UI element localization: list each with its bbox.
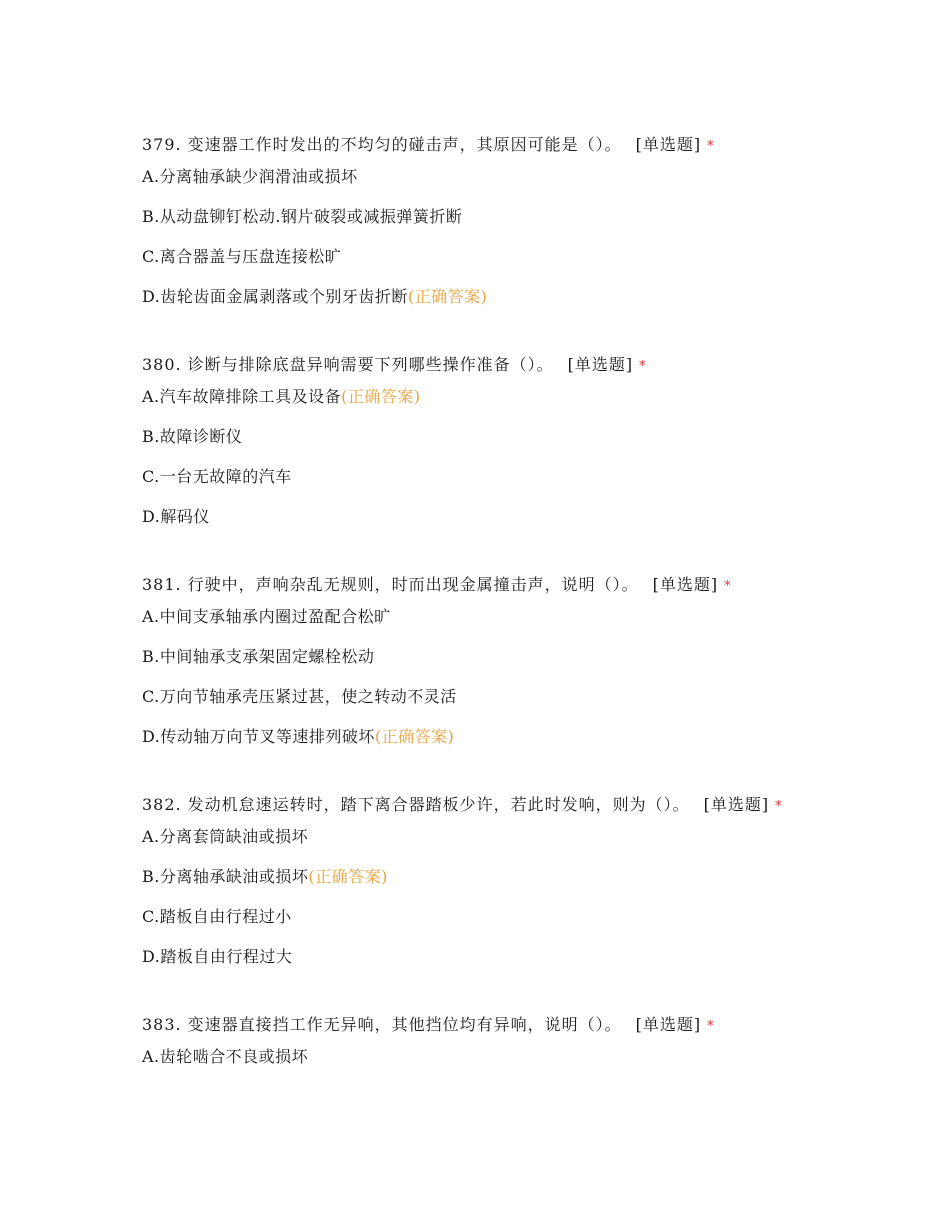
option-text: D.齿轮齿面金属剥落或个别牙齿折断 — [142, 287, 408, 306]
option-d — [142, 726, 810, 748]
option-a — [142, 1046, 810, 1068]
question-text: 行驶中，声响杂乱无规则，时而出现金属撞击声，说明（）。 — [187, 575, 639, 594]
option-list — [142, 606, 810, 748]
option-text: A.汽车故障排除工具及设备 — [142, 387, 342, 406]
option-b — [142, 866, 810, 888]
question-type: [单选题] — [567, 355, 634, 374]
option-b — [142, 426, 810, 448]
option-text: C.踏板自由行程过小 — [142, 907, 292, 926]
option-d — [142, 506, 810, 528]
option-c — [142, 686, 810, 708]
option-text: D.传动轴万向节叉等速排列破坏 — [142, 727, 375, 746]
option-text: A.中间支承轴承内圈过盈配合松旷 — [142, 607, 391, 626]
question-number: 382. — [142, 795, 182, 814]
required-mark: * — [775, 799, 783, 814]
question-text: 变速器直接挡工作无异响，其他挡位均有异响，说明（）。 — [187, 1015, 622, 1034]
option-text: B.中间轴承支承架固定螺栓松动 — [142, 647, 375, 666]
question-stem — [142, 1014, 810, 1038]
correct-answer-tag: (正确答案) — [374, 727, 455, 746]
question-stem — [142, 794, 810, 818]
option-a — [142, 606, 810, 628]
option-text: B.故障诊断仪 — [142, 427, 243, 446]
option-text: C.一台无故障的汽车 — [142, 467, 292, 486]
option-text: A.分离轴承缺少润滑油或损坏 — [142, 167, 358, 186]
question-number: 379. — [142, 135, 182, 154]
question-number: 380. — [142, 355, 182, 374]
question-379 — [142, 134, 810, 308]
question-number: 381. — [142, 575, 182, 594]
required-mark: * — [639, 359, 647, 374]
option-c — [142, 906, 810, 928]
question-stem — [142, 354, 810, 378]
question-type: [单选题] — [635, 135, 702, 154]
correct-answer-tag: (正确答案) — [341, 387, 421, 406]
question-text: 发动机怠速运转时，踏下离合器踏板少许，若此时发响，则为（）。 — [187, 795, 690, 814]
option-text: D.解码仪 — [142, 507, 210, 526]
question-list — [142, 134, 810, 1114]
option-text: C.离合器盖与压盘连接松旷 — [142, 247, 342, 266]
correct-answer-tag: (正确答案) — [407, 287, 488, 306]
correct-answer-tag: (正确答案) — [308, 867, 388, 886]
option-a — [142, 386, 810, 408]
question-stem — [142, 134, 810, 158]
option-list — [142, 826, 810, 968]
question-380 — [142, 354, 810, 528]
question-text: 变速器工作时发出的不均匀的碰击声，其原因可能是（）。 — [187, 135, 622, 154]
option-text: B.从动盘铆钉松动.钢片破裂或减振弹簧折断 — [142, 207, 463, 226]
option-d — [142, 946, 810, 968]
required-mark: * — [724, 579, 732, 594]
option-list — [142, 386, 810, 528]
option-text: C.万向节轴承壳压紧过甚，使之转动不灵活 — [142, 687, 457, 706]
option-b — [142, 206, 810, 228]
required-mark: * — [707, 139, 715, 154]
option-text: D.踏板自由行程过大 — [142, 947, 293, 966]
question-382 — [142, 794, 810, 968]
option-a — [142, 166, 810, 188]
question-381 — [142, 574, 810, 748]
question-383 — [142, 1014, 810, 1068]
option-list — [142, 1046, 810, 1068]
question-type: [单选题] — [635, 1015, 702, 1034]
option-list — [142, 166, 810, 308]
option-c — [142, 246, 810, 268]
required-mark: * — [707, 1019, 715, 1034]
question-type: [单选题] — [652, 575, 719, 594]
option-text: A.齿轮啮合不良或损坏 — [142, 1047, 309, 1066]
option-a — [142, 826, 810, 848]
option-text: B.分离轴承缺油或损坏 — [142, 867, 309, 886]
question-type: [单选题] — [703, 795, 770, 814]
option-c — [142, 466, 810, 488]
question-stem — [142, 574, 810, 598]
option-d — [142, 286, 810, 308]
question-number: 383. — [142, 1015, 182, 1034]
option-text: A.分离套筒缺油或损坏 — [142, 827, 309, 846]
question-text: 诊断与排除底盘异响需要下列哪些操作准备（）。 — [187, 355, 554, 374]
option-b — [142, 646, 810, 668]
